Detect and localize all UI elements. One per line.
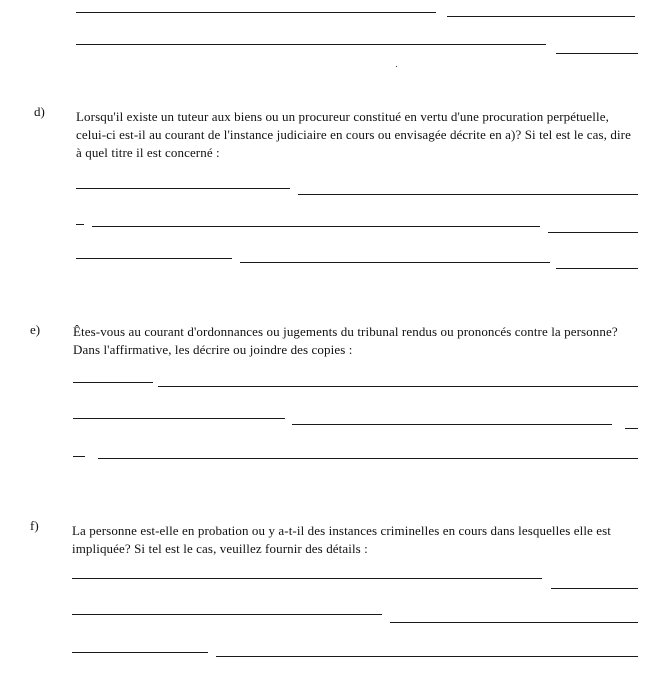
answer-line-e-2c[interactable]	[625, 428, 638, 429]
question-d-text: Lorsqu'il existe un tuteur aux biens ou un procureur constitué en vertu d'une procuration perpétuelle, celui-ci est-il au courant de l'instance judiciaire en cours ou envisagée décrite en a)? Si tel est le cas, dire à quel titre il est concerné :	[76, 109, 631, 160]
answer-line-e-1a[interactable]	[73, 382, 153, 383]
question-f-text: La personne est-elle en probation ou y a-t-il des instances criminelles en cours dans lesquelles elle est impliquée? Si tel est le cas, veuillez fournir des détails :	[72, 523, 611, 556]
question-f-label: f)	[30, 518, 39, 533]
answer-line-d-2b[interactable]	[92, 226, 540, 227]
answer-line-d-2c[interactable]	[548, 232, 638, 233]
question-e-label: e)	[30, 322, 41, 337]
question-d-label: d)	[34, 104, 45, 119]
answer-line-d-3c[interactable]	[556, 268, 638, 269]
answer-line-prev-1a[interactable]	[76, 12, 436, 13]
answer-line-e-3b[interactable]	[98, 458, 638, 459]
question-e-text: Êtes-vous au courant d'ordonnances ou jugements du tribunal rendus ou prononcés contre la personne? Dans l'affirmative, les décrire ou joindre des copies :	[73, 324, 618, 357]
answer-line-f-1b[interactable]	[551, 588, 638, 589]
scan-speck	[396, 66, 397, 67]
answer-line-f-3b[interactable]	[216, 656, 638, 657]
answer-line-d-2a[interactable]	[76, 224, 84, 225]
answer-line-prev-2a[interactable]	[76, 44, 546, 45]
answer-line-d-1b[interactable]	[298, 194, 638, 195]
answer-line-prev-2b[interactable]	[556, 53, 638, 54]
answer-line-d-3b[interactable]	[240, 262, 550, 263]
answer-line-f-3a[interactable]	[72, 652, 208, 653]
answer-line-e-1b[interactable]	[158, 386, 638, 387]
answer-line-prev-1b[interactable]	[447, 16, 635, 17]
answer-line-f-2a[interactable]	[72, 614, 382, 615]
answer-line-e-3a[interactable]	[73, 456, 85, 457]
answer-line-d-3a[interactable]	[76, 258, 232, 259]
answer-line-e-2a[interactable]	[73, 418, 285, 419]
answer-line-f-2b[interactable]	[390, 622, 638, 623]
answer-line-f-1a[interactable]	[72, 578, 542, 579]
answer-line-e-2b[interactable]	[292, 424, 612, 425]
answer-line-d-1a[interactable]	[76, 188, 290, 189]
